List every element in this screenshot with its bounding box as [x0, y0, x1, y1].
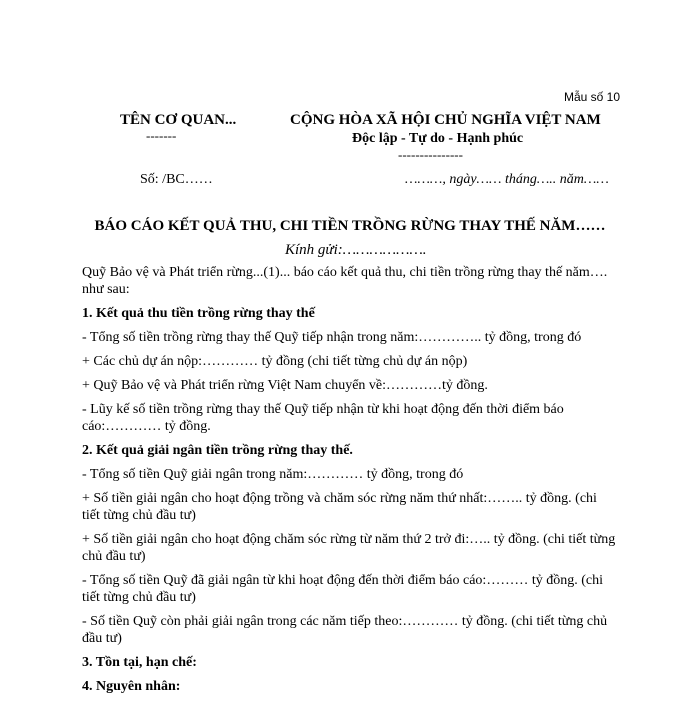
- section-2-item: + Số tiền giải ngân cho hoạt động chăm sóc rừng từ năm thứ 2 trở đi:….. tỷ đồng. (chi tiết từng chủ đầu tư): [82, 532, 616, 564]
- section-1-item: - Tổng số tiền trồng rừng thay thế Quỹ tiếp nhận trong năm:………….. tỷ đồng, trong đó: [82, 330, 582, 345]
- document-number: Số: /BC……: [140, 172, 213, 187]
- section-1-heading: 1. Kết quả thu tiền trồng rừng thay thế: [82, 306, 315, 321]
- national-title: CỘNG HÒA XÃ HỘI CHỦ NGHĨA VIỆT NAM: [290, 112, 601, 128]
- agency-underline: -------: [146, 128, 177, 143]
- national-motto: Độc lập - Tự do - Hạnh phúc: [352, 131, 524, 146]
- section-2-item: + Số tiền giải ngân cho hoạt động trồng và chăm sóc rừng năm thứ nhất:…….. tỷ đồng. (chi tiết từng chủ đầu tư): [82, 491, 597, 523]
- section-1-item: + Quỹ Bảo vệ và Phát triển rừng Việt Nam chuyển về:…………tỷ đồng.: [82, 378, 488, 393]
- section-1-item: - Lũy kế số tiền trồng rừng thay thế Quỹ tiếp nhận từ khi hoạt động đến thời điểm báo cáo:………… tỷ đồng.: [82, 402, 564, 434]
- section-2-heading: 2. Kết quả giải ngân tiền trồng rừng thay thế.: [82, 443, 353, 458]
- section-3-heading: 3. Tồn tại, hạn chế:: [82, 655, 197, 670]
- section-1-item: + Các chủ dự án nộp:………… tỷ đồng (chi tiết từng chủ dự án nộp): [82, 354, 468, 369]
- motto-underline: ---------------: [398, 147, 463, 162]
- intro-paragraph: Quỹ Bảo vệ và Phát triển rừng...(1)... báo cáo kết quả thu, chi tiền trồng rừng thay thế năm…. như sau:: [82, 265, 608, 297]
- recipient-line: Kính gửi:……………….: [285, 242, 427, 258]
- section-4-heading: 4. Nguyên nhân:: [82, 679, 181, 694]
- agency-name: TÊN CƠ QUAN...: [120, 112, 237, 128]
- section-2-item: - Tổng số tiền Quỹ giải ngân trong năm:………… tỷ đồng, trong đó: [82, 467, 464, 482]
- form-number: Mẫu số 10: [563, 90, 620, 104]
- date-line: ………, ngày…… tháng….. năm……: [405, 172, 609, 187]
- report-body: [82, 264, 616, 702]
- section-2-item: - Số tiền Quỹ còn phải giải ngân trong các năm tiếp theo:………… tỷ đồng. (chi tiết từng chủ đầu tư): [82, 614, 608, 646]
- section-2-item: - Tổng số tiền Quỹ đã giải ngân từ khi hoạt động đến thời điểm báo cáo:……… tỷ đồng. (chi tiết từng chủ đầu tư): [82, 573, 603, 605]
- report-title: BÁO CÁO KẾT QUẢ THU, CHI TIỀN TRỒNG RỪNG THAY THẾ NĂM……: [94, 218, 606, 234]
